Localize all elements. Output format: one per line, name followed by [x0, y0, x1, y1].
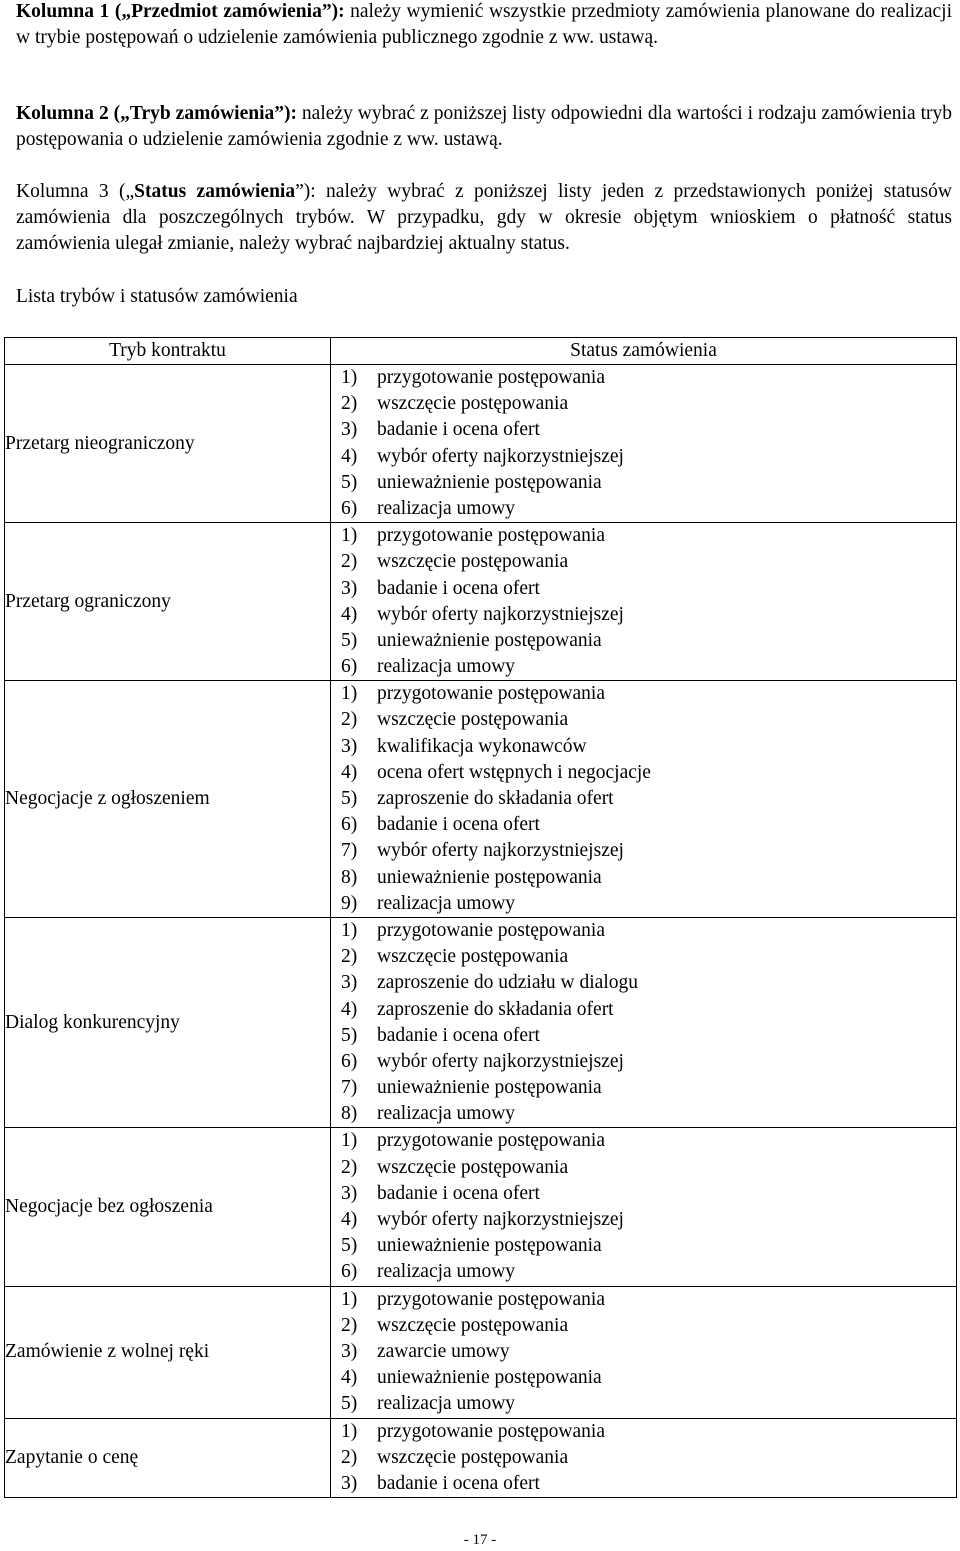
status-label: zaproszenie do składania ofert	[377, 998, 614, 1020]
list-item	[341, 1049, 956, 1075]
status-cell	[331, 1418, 957, 1498]
status-label: unieważnienie postępowania	[377, 629, 602, 651]
list-item	[341, 918, 956, 944]
status-number: 7)	[341, 1077, 358, 1099]
status-number: 6)	[341, 1050, 358, 1072]
column-3-text: należy wybrać z poniższej listy jeden z przedstawionych poniżej statusów zamówienia dla poszczególnych trybów. W przypadku, gdy w okresie objętym wnioskiem o płatność status zamówienia ulegał zmianie, należy wybrać najbardziej aktualny status.	[16, 181, 952, 254]
status-number: 1)	[341, 683, 358, 705]
status-cell	[331, 681, 957, 918]
list-item	[341, 628, 956, 654]
list-item	[341, 1365, 956, 1391]
status-number: 4)	[341, 603, 358, 625]
list-item	[341, 760, 956, 786]
status-number: 1)	[341, 919, 358, 941]
status-label: przygotowanie postępowania	[377, 367, 605, 388]
status-number: 5)	[341, 788, 358, 809]
header-mode: Tryb kontraktu	[5, 338, 331, 365]
list-item	[341, 838, 956, 864]
list-item	[341, 391, 956, 417]
status-list	[331, 1128, 956, 1285]
status-label: zaproszenie do składania ofert	[377, 788, 614, 809]
status-number: 2)	[341, 551, 358, 573]
status-number: 2)	[341, 1314, 358, 1336]
table-row	[5, 365, 957, 523]
list-item	[341, 734, 956, 760]
status-list	[331, 523, 956, 680]
list-item	[341, 812, 956, 838]
status-number: 1)	[341, 525, 358, 547]
list-item	[341, 1419, 956, 1445]
status-label: unieważnienie postępowania	[377, 1235, 602, 1257]
list-item	[341, 1101, 956, 1127]
status-number: 6)	[341, 497, 358, 519]
mode-cell: Negocjacje z ogłoszeniem	[5, 681, 331, 918]
status-label: przygotowanie postępowania	[377, 1420, 605, 1442]
list-item	[341, 523, 956, 549]
status-label: wszczęcie postępowania	[377, 1156, 569, 1178]
mode-cell: Zamówienie z wolnej ręki	[5, 1286, 331, 1418]
status-number: 3)	[341, 735, 358, 757]
status-cell	[331, 1286, 957, 1418]
status-number: 5)	[341, 1393, 358, 1415]
paragraph-column-1	[16, 0, 952, 51]
list-item	[341, 1128, 956, 1154]
status-number: 2)	[341, 946, 358, 968]
mode-cell: Przetarg ograniczony	[5, 523, 331, 681]
status-label: wybór oferty najkorzystniejszej	[377, 445, 624, 467]
status-number: 5)	[341, 629, 358, 651]
mode-cell: Przetarg nieograniczony	[5, 365, 331, 523]
status-label: przygotowanie postępowania	[377, 1288, 605, 1310]
mode-cell: Dialog konkurencyjny	[5, 917, 331, 1128]
list-item	[341, 1155, 956, 1181]
list-item	[341, 365, 956, 391]
column-2-text: należy wybrać z poniższej listy odpowiedni dla wartości i rodzaju zamówienia tryb postępowania o udzielenie zamówienia zgodnie z ww. ustawą.	[16, 103, 952, 150]
list-item	[341, 602, 956, 628]
status-number: 5)	[341, 471, 358, 493]
status-cell	[331, 523, 957, 681]
list-item	[341, 444, 956, 470]
list-item	[341, 1287, 956, 1313]
column-1-label: Kolumna 1 („Przedmiot zamówienia”):	[16, 1, 345, 22]
status-number: 5)	[341, 1024, 358, 1046]
status-number: 3)	[341, 972, 358, 994]
list-item	[341, 576, 956, 602]
list-item	[341, 1391, 956, 1417]
table-header-row	[5, 338, 957, 365]
status-label: wybór oferty najkorzystniejszej	[377, 603, 624, 625]
list-item	[341, 549, 956, 575]
status-number: 3)	[341, 419, 358, 441]
status-cell	[331, 1128, 957, 1286]
status-label: wybór oferty najkorzystniejszej	[377, 1209, 624, 1230]
status-label: wszczęcie postępowania	[377, 551, 569, 573]
status-number: 2)	[341, 1446, 358, 1468]
status-label: badanie i ocena ofert	[377, 1472, 540, 1494]
status-label: wszczęcie postępowania	[377, 1314, 569, 1336]
list-item	[341, 1313, 956, 1339]
list-item	[341, 1233, 956, 1259]
table-row	[5, 1286, 957, 1418]
status-label: zaproszenie do udziału w dialogu	[377, 972, 638, 994]
status-number: 4)	[341, 1367, 358, 1389]
list-item	[341, 707, 956, 733]
status-list	[331, 681, 956, 917]
status-list	[331, 365, 956, 522]
page-number: - 17 -	[463, 1532, 497, 1548]
list-item	[341, 997, 956, 1023]
status-number: 1)	[341, 1420, 358, 1442]
status-label: przygotowanie postępowania	[377, 525, 605, 547]
list-title: Lista trybów i statusów zamówienia	[16, 286, 298, 307]
status-label: badanie i ocena ofert	[377, 1024, 540, 1046]
status-label: wszczęcie postępowania	[377, 1446, 569, 1468]
list-item	[341, 1023, 956, 1049]
status-label: przygotowanie postępowania	[377, 919, 605, 941]
status-number: 6)	[341, 656, 358, 678]
paragraph-column-2	[16, 101, 952, 153]
status-number: 4)	[341, 445, 358, 467]
status-number: 3)	[341, 577, 358, 599]
list-item	[341, 1339, 956, 1365]
list-item	[341, 891, 956, 917]
status-label: wybór oferty najkorzystniejszej	[377, 840, 624, 862]
status-label: kwalifikacja wykonawców	[377, 735, 587, 757]
status-list	[331, 1419, 956, 1498]
status-number: 2)	[341, 393, 358, 415]
status-number: 4)	[341, 761, 358, 783]
modes-statuses-table	[4, 337, 957, 1498]
status-label: realizacja umowy	[377, 1261, 516, 1283]
list-item	[341, 865, 956, 891]
column-2-label: Kolumna 2 („Tryb zamówienia”):	[16, 103, 297, 124]
status-label: wybór oferty najkorzystniejszej	[377, 1050, 624, 1072]
status-number: 1)	[341, 367, 358, 388]
mode-cell: Negocjacje bez ogłoszenia	[5, 1128, 331, 1286]
column-3-label-bold: Status zamówienia	[134, 181, 296, 202]
status-label: badanie i ocena ofert	[377, 419, 540, 441]
list-item	[341, 1445, 956, 1471]
status-label: realizacja umowy	[377, 892, 516, 914]
status-label: badanie i ocena ofert	[377, 577, 540, 599]
list-item	[341, 786, 956, 812]
status-number: 4)	[341, 1209, 358, 1230]
status-label: unieważnienie postępowania	[377, 866, 602, 888]
status-number: 2)	[341, 1156, 358, 1178]
status-number: 6)	[341, 814, 358, 836]
status-number: 5)	[341, 1235, 358, 1257]
column-3-label-pre: Kolumna 3 („	[16, 181, 135, 202]
status-label: unieważnienie postępowania	[377, 1077, 602, 1099]
status-number: 3)	[341, 1472, 358, 1494]
status-list	[331, 918, 956, 1128]
status-cell	[331, 365, 957, 523]
status-number: 6)	[341, 1261, 358, 1283]
list-item	[341, 470, 956, 496]
status-label: badanie i ocena ofert	[377, 814, 540, 836]
list-item	[341, 1259, 956, 1285]
status-label: zawarcie umowy	[377, 1340, 510, 1362]
status-label: wszczęcie postępowania	[377, 946, 569, 968]
status-label: unieważnienie postępowania	[377, 471, 602, 493]
status-number: 8)	[341, 1103, 358, 1125]
status-label: badanie i ocena ofert	[377, 1182, 540, 1204]
status-cell	[331, 917, 957, 1128]
status-number: 2)	[341, 709, 358, 731]
status-number: 4)	[341, 998, 358, 1020]
table-row	[5, 917, 957, 1128]
status-number: 3)	[341, 1340, 358, 1362]
table-row	[5, 681, 957, 918]
status-label: unieważnienie postępowania	[377, 1367, 602, 1389]
status-label: przygotowanie postępowania	[377, 1130, 605, 1152]
status-label: realizacja umowy	[377, 1103, 516, 1125]
status-label: realizacja umowy	[377, 1393, 516, 1415]
table-body	[5, 365, 957, 1498]
status-label: realizacja umowy	[377, 656, 516, 678]
header-status: Status zamówienia	[331, 338, 957, 365]
list-item	[341, 681, 956, 707]
status-label: przygotowanie postępowania	[377, 683, 605, 705]
list-item	[341, 944, 956, 970]
status-number: 3)	[341, 1182, 358, 1204]
column-3-label-post: ”):	[295, 181, 316, 202]
list-item	[341, 654, 956, 680]
status-number: 1)	[341, 1288, 358, 1310]
list-item	[341, 1181, 956, 1207]
status-label: wszczęcie postępowania	[377, 709, 569, 731]
list-item	[341, 970, 956, 996]
list-item	[341, 496, 956, 522]
list-item	[341, 1075, 956, 1101]
list-item	[341, 1207, 956, 1233]
list-item	[341, 417, 956, 443]
status-list	[331, 1287, 956, 1418]
status-number: 1)	[341, 1130, 358, 1152]
status-label: ocena ofert wstępnych i negocjacje	[377, 761, 651, 783]
status-label: wszczęcie postępowania	[377, 393, 569, 415]
status-number: 9)	[341, 892, 358, 914]
mode-cell: Zapytanie o cenę	[5, 1418, 331, 1498]
list-item	[341, 1471, 956, 1497]
status-label: realizacja umowy	[377, 497, 516, 519]
status-number: 7)	[341, 840, 358, 862]
table-row	[5, 1128, 957, 1286]
table-row	[5, 1418, 957, 1498]
status-number: 8)	[341, 866, 358, 888]
table-row	[5, 523, 957, 681]
column-1-text: należy wymienić wszystkie przedmioty zamówienia planowane do realizacji w trybie postępowań o udzielenie zamówienia publicznego zgodnie z ww. ustawą.	[16, 1, 952, 48]
paragraph-column-3	[16, 179, 952, 257]
